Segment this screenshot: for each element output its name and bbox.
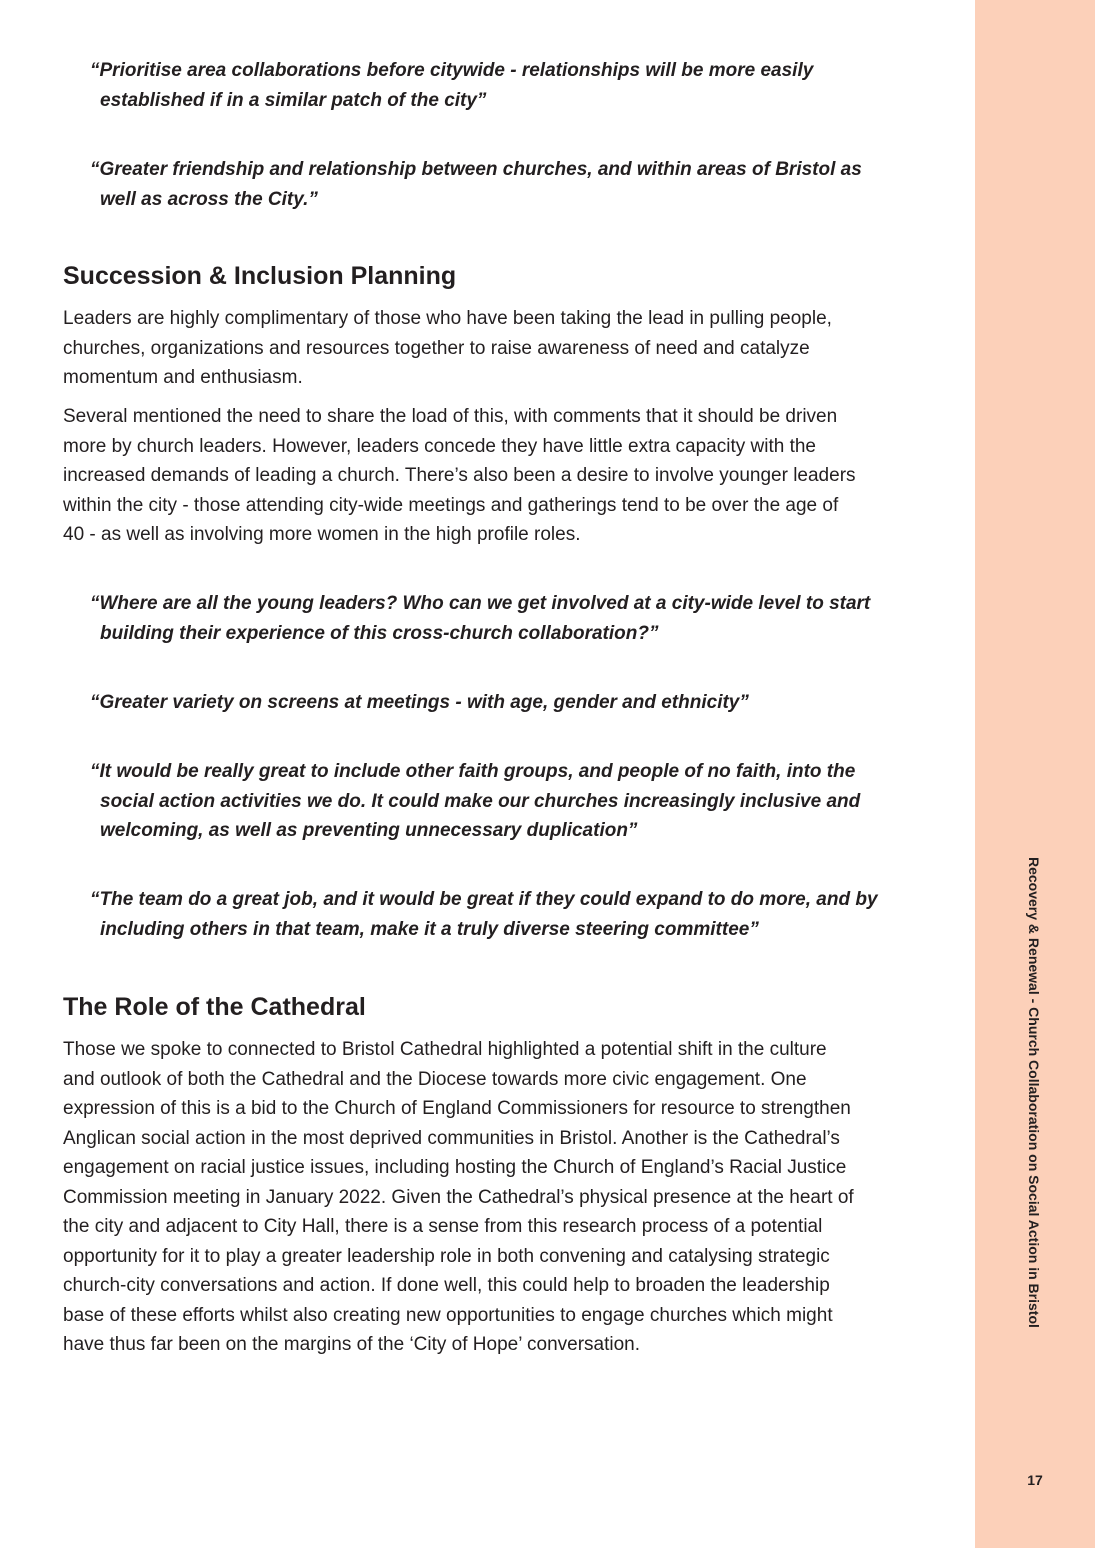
page-number: 17 [1027,1472,1043,1488]
quote-other-faith-groups: “It would be really great to include other faith groups, and people of no faith, into the social action activities we do. It could make our churches increasingly inclusive and welcoming, as well as preventing unnecessary duplication” [90,761,861,841]
quote-diverse-steering-committee: “The team do a great job, and it would be great if they could expand to do more, and by including others in that team, make it a truly diverse steering committee” [90,889,878,940]
quote-greater-variety: “Greater variety on screens at meetings - with age, gender and ethnicity” [90,692,749,713]
sidebar-running-title: Recovery & Renewal - Church Collaboration on Social Action in Bristol [1026,857,1042,1328]
paragraph-share-the-load: Several mentioned the need to share the load of this, with comments that it should be driven more by church leaders. However, leaders concede they have little extra capacity with the increased demands of leading a church. There’s also been a desire to involve younger leaders within the city - those attending city-wide meetings and gatherings tend to be over the age of 40 - as well as involving more women in the high profile roles. [63,406,856,545]
quote-area-collaborations: “Prioritise area collaborations before citywide - relationships will be more easily established if in a similar patch of the city” [90,60,814,111]
paragraph-cathedral: Those we spoke to connected to Bristol Cathedral highlighted a potential shift in the culture and outlook of both the Cathedral and the Diocese towards more civic engagement. One expression of this is a bid to the Church of England Commissioners for resource to strengthen Anglican social action in the most deprived communities in Bristol. Another is the Cathedral’s engagement on racial justice issues, including hosting the Church of England’s Racial Justice Commission meeting in January 2022. Given the Cathedral’s physical presence at the heart of the city and adjacent to City Hall, there is a sense from this research process of a potential opportunity for it to play a greater leadership role in both convening and catalysing strategic church-city conversations and action. If done well, this could help to broaden the leadership base of these efforts whilst also creating new opportunities to engage churches which might have thus far been on the margins of the ‘City of Hope’ conversation. [63,1039,854,1355]
section-heading-succession: Succession & Inclusion Planning [63,262,457,290]
paragraph-leaders-complimentary: Leaders are highly complimentary of those who have been taking the lead in pulling people, churches, organizations and resources together to raise awareness of need and catalyze momentum and enthusiasm. [63,308,832,388]
quote-greater-friendship: “Greater friendship and relationship between churches, and within areas of Bristol as well as across the City.” [90,159,862,210]
quote-young-leaders: “Where are all the young leaders? Who can we get involved at a city-wide level to start building their experience of this cross-church collaboration?” [90,593,871,644]
section-heading-cathedral: The Role of the Cathedral [63,993,366,1021]
